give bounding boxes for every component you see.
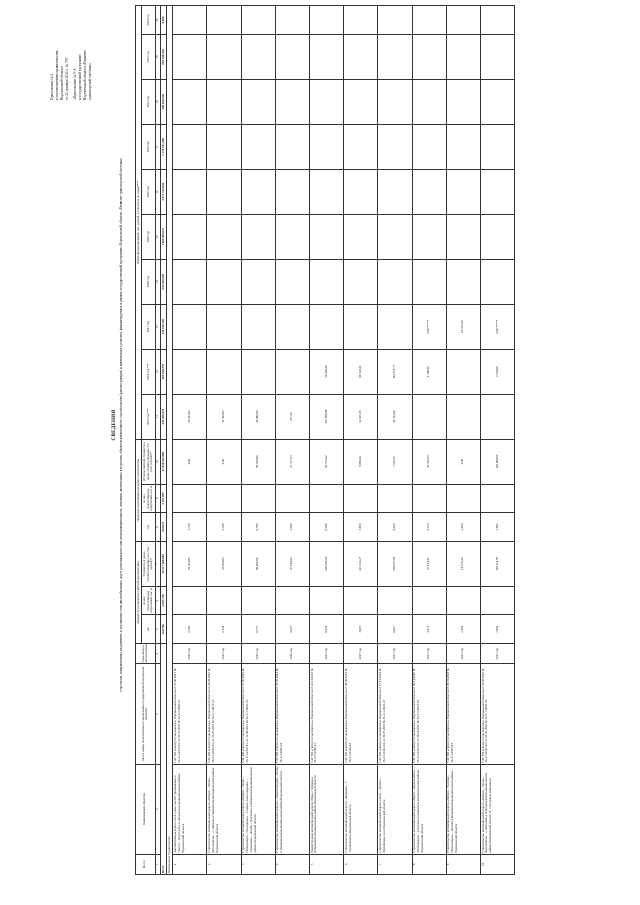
row-num: 1 [173, 854, 207, 874]
row-2020 [480, 169, 514, 214]
row-2019 [275, 214, 309, 259]
table-row [446, 6, 480, 875]
row-bridges [310, 586, 344, 615]
row-deadline: 2015 год [173, 644, 207, 664]
total-2015: 633 928,370 [161, 394, 167, 439]
row-num: 5 [310, 854, 344, 874]
row-num: 7 [378, 854, 412, 874]
row-bridges [480, 586, 514, 615]
row-2017 [173, 304, 207, 349]
row-2021 [275, 124, 309, 169]
row-remaining-bridges [275, 484, 309, 513]
total-bridges: 2 687,728 [161, 586, 167, 615]
row-2024 [173, 6, 207, 35]
column-number: 16 [155, 169, 160, 214]
row-deadline: 2017 год [480, 644, 514, 664]
row-cost: 129 522,95 [480, 541, 514, 586]
row-2022 [480, 79, 514, 124]
row-num: 2 [207, 854, 241, 874]
row-2015: 32 434,95 [207, 394, 241, 439]
header-year: 2018 год [142, 259, 156, 304]
row-2021 [310, 124, 344, 169]
row-2018 [241, 259, 275, 304]
row-2023 [241, 34, 275, 79]
row-bridges [446, 586, 480, 615]
row-km: 9,777 [241, 615, 275, 644]
row-remaining-cost: 47 377,53 [275, 439, 309, 484]
row-2018 [207, 259, 241, 304]
column-number: 8 [155, 513, 160, 542]
row-remaining-km: 2,180 [446, 513, 480, 542]
row-2015: 237,30 [275, 394, 309, 439]
row-cost: 138 667,68 [378, 541, 412, 586]
row-deadline: 2015 год [241, 644, 275, 664]
column-number: 7 [155, 541, 160, 586]
row-name: Строительство автомобильной дороги «Бобров – Лиски – Новохоперск – Ольховатка» – Семено-Александровка – Алексеевка – Лосево – Павловск» в Бобровском муниципальном районе Воронежской области [241, 764, 275, 854]
document-title: СВЕДЕНИЯ [112, 409, 117, 441]
row-remaining-km: 3,273 [412, 513, 446, 542]
row-2016 [173, 349, 207, 394]
row-num: 6 [344, 854, 378, 874]
row-2023 [207, 34, 241, 79]
row-2021 [480, 124, 514, 169]
column-number: 17 [155, 124, 160, 169]
row-expertise: ГАУ ВО «Центр госэкспертизы» Воронежской области от 17.11.2014 № 36-1-5-0162-14; от 29.07.2015 № 36-1-5-0021-15 [378, 664, 412, 764]
row-2021 [207, 124, 241, 169]
row-2018 [275, 259, 309, 304]
row-2017: 14 475,40 [446, 304, 480, 349]
row-remaining-bridges [207, 484, 241, 513]
row-2015 [480, 394, 514, 439]
header-remaining-cost: Остаток сметной стоимости в ценах соответствующих лет (тыс. рублей)** [142, 439, 156, 484]
row-name: Реконструкция автомобильной дороги Обход г. Боброва в Бобровском муниципальном районе Воронежской области [310, 764, 344, 854]
column-number: 3 [155, 664, 160, 764]
row-km: 8,617 [378, 615, 412, 644]
row-remaining-cost: 0,00 [446, 439, 480, 484]
row-remaining-km: 9,280 [310, 513, 344, 542]
row-bridges [207, 586, 241, 615]
appendix-line: «Приложение № 5-А [73, 68, 78, 100]
header-year: 2017 год [142, 304, 156, 349]
total-2020: 2 071 142,046 [161, 169, 167, 214]
row-remaining-bridges [173, 484, 207, 513]
header-bridges: из них искусственных сооружений, пог. м [141, 588, 154, 614]
row-cost: 125 512,27 [344, 541, 378, 586]
row-name: Строительство автомобильной дороги «Бобров – Лиски» – Краснополье – с. Киселево в Подгоренском муниципальном районе Воронежской области (1, 2 пусковые комплексы) [480, 764, 514, 854]
total-2016: 495 028,370 [161, 349, 167, 394]
appendix-line: от 22 декабря 2021 г. № 759 [64, 57, 69, 100]
row-expertise: ГАУ ВО «Центр госэкспертизы» Воронежской области от 29.01.2014 № 36-1-5-0003-14 [446, 664, 480, 764]
row-2021 [173, 124, 207, 169]
row-2017 [241, 304, 275, 349]
appendix-line: к постановлению правительства [54, 50, 59, 100]
header-num: № п/п [136, 854, 156, 874]
row-2016 [207, 349, 241, 394]
total-2021: 1 179 231,600 [161, 124, 167, 169]
row-2016: 2 534,00 [480, 349, 514, 394]
row-name: Строительство автомобильной дороги «Курск – Борисоглебск» – Хлебородное – Строгань в Панинском муниципальном районе Воронежской области [412, 764, 446, 854]
total-2024: 0,000 [161, 6, 167, 35]
appendix-note [50, 5, 93, 100]
header-year: 2021 год [142, 124, 156, 169]
table-row [344, 6, 378, 875]
row-2023 [275, 34, 309, 79]
column-number: 13 [155, 304, 160, 349]
row-2022 [241, 79, 275, 124]
row-expertise: ГАУ ВО «Центр госэкспертизы» Воронежской области от 22.11.2013 № 36-1-5-0180-13 [310, 664, 344, 764]
row-2021 [241, 124, 275, 169]
row-remaining-cost: 65 766,33 [412, 439, 446, 484]
column-number: 12 [155, 349, 160, 394]
header-name: Наименование объектов [136, 764, 156, 854]
row-name: Строительство автомобильной дороги «Анна – Эртиль» – Михайловка 1-я в Воронежской области [378, 764, 412, 854]
column-number: 11 [155, 394, 160, 439]
header-capacity: Мощность по проектно-сметной документации [136, 541, 142, 643]
appendix-line: Приложение № 2 [50, 73, 54, 100]
total-2023: 892 640,240 [161, 34, 167, 79]
document-heading [112, 105, 124, 745]
column-number: 2 [155, 764, 160, 854]
row-2018 [412, 259, 446, 304]
row-remaining-cost: 0,00 [207, 439, 241, 484]
row-2015 [412, 394, 446, 439]
row-2017 [275, 304, 309, 349]
objects-table [135, 5, 515, 875]
row-remaining-km: 9,780 [241, 513, 275, 542]
row-expertise: ГАУ ВО «Центр госэкспертизы» Воронежской области от 10.11.2016 № 36-1-5-0123-16; от 08.11.2016 № 36-1-5-0023-16 [412, 664, 446, 764]
row-2024 [446, 6, 480, 35]
row-km: 2,181 [446, 615, 480, 644]
table-row [207, 6, 241, 875]
row-remaining-km: 2,530 [207, 513, 241, 542]
row-2017 [378, 304, 412, 349]
row-bridges [241, 586, 275, 615]
row-km: 2,534 [207, 615, 241, 644]
row-remaining-cost: 8 886,61 [344, 439, 378, 484]
row-2024 [344, 6, 378, 35]
column-number: 14 [155, 259, 160, 304]
table-row [275, 6, 309, 875]
row-km: 3,955 [344, 615, 378, 644]
row-2019 [173, 214, 207, 259]
row-deadline: 2015 год [207, 644, 241, 664]
row-2023 [378, 34, 412, 79]
row-2015: 32 105,35 [344, 394, 378, 439]
table-row [412, 6, 446, 875]
row-remaining-km: 7,842 [480, 513, 514, 542]
row-2024 [275, 6, 309, 35]
appendix-line: Воронежской области [59, 66, 64, 100]
row-expertise: ГАУ ВО «Центр госэкспертизы» Воронежской области от 25.02.2014 № 36-1-5-0010-14 [275, 664, 309, 764]
row-2018 [446, 259, 480, 304]
header-funding: Объем финансирования, тыс. рублей, в том числе по годам**** [136, 6, 142, 440]
total-km: 366,796 [161, 615, 167, 644]
row-2017 [207, 304, 241, 349]
row-remaining-bridges [378, 484, 412, 513]
column-number: 19 [155, 34, 160, 79]
row-2022 [310, 79, 344, 124]
row-2023 [412, 34, 446, 79]
row-2015: 207 089,88 [310, 394, 344, 439]
column-number: 9 [155, 484, 160, 513]
column-number: 20 [155, 6, 160, 35]
row-remaining-bridges [480, 484, 514, 513]
header-year: 2023 год [142, 34, 156, 79]
row-2016 [275, 349, 309, 394]
row-2018 [480, 259, 514, 304]
total-label: Всего [161, 644, 167, 875]
row-2019 [412, 214, 446, 259]
row-cost: 32 434,95 [207, 541, 241, 586]
row-remaining-km: 2,730 [173, 513, 207, 542]
column-number: 1 [155, 854, 160, 874]
row-expertise: ГАУ ВО «Центр госэкспертизы» Воронежской области от 24.04.2015 № 36-1-5-0051-15; от 23.07.2015 № 36-1-5-0073-15 [207, 664, 241, 764]
row-2020 [378, 169, 412, 214]
header-remaining-bridges: из них искусственных сооружений, пог. м [141, 485, 154, 511]
row-remaining-bridges [310, 484, 344, 513]
row-2019 [241, 214, 275, 259]
total-cost: 56 517 669,984 [161, 541, 167, 586]
row-2016: 116 871,77 [378, 349, 412, 394]
row-2022 [378, 79, 412, 124]
row-2017: 0,00 ***** [412, 304, 446, 349]
column-number: 18 [155, 79, 160, 124]
table-row [480, 6, 514, 875]
row-km: 7,842 [480, 615, 514, 644]
total-2019: 1 965 806,021 [161, 214, 167, 259]
row-deadline: 2017 год [378, 644, 412, 664]
total-remaining-cost: 47 028 261,808 [161, 439, 167, 484]
row-2015: 14 763,66 [378, 394, 412, 439]
row-remaining-bridges [446, 484, 480, 513]
row-2020 [412, 169, 446, 214]
row-deadline: 2017 год [310, 644, 344, 664]
row-remaining-bridges [241, 484, 275, 513]
row-2022 [173, 79, 207, 124]
row-name: Строительство автомобильной дороги г. Жердевка – с. Луговатовка в Воронежской области [344, 764, 378, 854]
row-2024 [241, 6, 275, 35]
row-name: Автомобильная дорога «М-4 «Дон» км 583 (примыкание к трассе) – Полосатое» в Лискинском муниципальном районе Воронежской области [173, 764, 207, 854]
row-2018 [344, 259, 378, 304]
row-2022 [446, 79, 480, 124]
row-2016 [241, 349, 275, 394]
appendix-line: к государственной программе [78, 54, 83, 100]
row-2017: 0,00 ***** [480, 304, 514, 349]
header-cost: Стоимость в ценах соответствующих лет (тыс. рублей)* [142, 541, 156, 586]
row-deadline: 2016 год [275, 644, 309, 664]
row-2016: 1 388,10 [412, 349, 446, 394]
row-2019 [378, 214, 412, 259]
header-year: 2016 год *** [142, 349, 156, 394]
row-2022 [344, 79, 378, 124]
row-2019 [480, 214, 514, 259]
row-cost: 89 906,86 [241, 541, 275, 586]
table-row [241, 6, 275, 875]
row-2019 [310, 214, 344, 259]
appendix-line: транспортной системы» [87, 63, 92, 100]
row-remaining-bridges [412, 484, 446, 513]
row-2020 [241, 169, 275, 214]
row-2023 [173, 34, 207, 79]
row-2021 [378, 124, 412, 169]
row-2024 [412, 6, 446, 35]
row-2017 [344, 304, 378, 349]
row-remaining-cost: 126 998,95 [480, 439, 514, 484]
row-2018 [173, 259, 207, 304]
row-deadline: 2017 год [446, 644, 480, 664]
total-2018: 552 209,303 [161, 259, 167, 304]
row-cost: 67 154,43 [412, 541, 446, 586]
row-remaining-km: 2,610 [275, 513, 309, 542]
row-2016: 84 520,21 [344, 349, 378, 394]
row-km: 3,273 [412, 615, 446, 644]
header-year: 2019 год [142, 214, 156, 259]
row-bridges [378, 586, 412, 615]
row-km: 2,703 [173, 615, 207, 644]
row-2022 [207, 79, 241, 124]
row-2021 [446, 124, 480, 169]
column-number: 4 [155, 644, 160, 664]
row-km: 9,279 [310, 615, 344, 644]
row-num: 4 [275, 854, 309, 874]
column-number: 15 [155, 214, 160, 259]
row-2016: 34 018,28 [310, 349, 344, 394]
row-2015: 19 886,06 [241, 394, 275, 439]
row-2023 [310, 34, 344, 79]
row-2020 [173, 169, 207, 214]
row-num: 8 [412, 854, 446, 874]
row-2024 [378, 6, 412, 35]
row-2015: 20 503,82 [173, 394, 207, 439]
row-num: 9 [446, 854, 480, 874]
header-km: км [142, 615, 156, 644]
section-label: Капитальное строительство [167, 6, 173, 875]
row-num: 3 [241, 854, 275, 874]
total-remaining-km: 322,674 [161, 513, 167, 542]
row-cost: 47 614,83 [275, 541, 309, 586]
row-2015 [446, 394, 480, 439]
row-2019 [207, 214, 241, 259]
row-bridges [173, 586, 207, 615]
row-km: 2,637 [275, 615, 309, 644]
row-2020 [207, 169, 241, 214]
row-bridges [275, 586, 309, 615]
row-2023 [480, 34, 514, 79]
row-remaining-cost: 80 014,80 [241, 439, 275, 484]
row-2016 [446, 349, 480, 394]
header-deadline: Срок ввода в эксплуатацию [136, 644, 156, 664]
row-name: Строительство автомобильной дороги с. Новохоперский – Пески в Поворинском муниципальном районе Воронежской области [275, 764, 309, 854]
header-year: 2024 год [142, 6, 156, 35]
header-remaining: Подлежит выполнению до конца строительства [136, 439, 142, 541]
row-deadline: 2017 год [412, 644, 446, 664]
row-2020 [275, 169, 309, 214]
row-name: Строительство автомобильной дороги «Бобров – Лиски» – Краснополье – с. Ливенка в Павловском муниципальном районе Воронежской области [207, 764, 241, 854]
row-2020 [446, 169, 480, 214]
row-2018 [378, 259, 412, 304]
row-bridges [412, 586, 446, 615]
row-cost: 20 503,82 [173, 541, 207, 586]
row-2024 [310, 6, 344, 35]
row-2023 [446, 34, 480, 79]
table-row [310, 6, 344, 875]
row-remaining-cost: 7 032,25 [378, 439, 412, 484]
column-number: 6 [155, 586, 160, 615]
column-number: 5 [155, 615, 160, 644]
row-remaining-km: 3,950 [344, 513, 378, 542]
row-expertise: ГАУ ВО «Центр госэкспертизы» Воронежской области от 24.08.2016 № 36-1-5-0121-16; от 05.10.2016 № 36-1-5-0020-16 [480, 664, 514, 764]
row-remaining-bridges [344, 484, 378, 513]
total-remaining-bridges: 2 297,097 [161, 484, 167, 513]
row-2024 [480, 6, 514, 35]
header-remaining-km: км [142, 513, 156, 542]
row-2018 [310, 259, 344, 304]
total-2022: 388 846,549 [161, 79, 167, 124]
row-name: Строительство автомобильной дороги «Бобров – Таловая – Новохоперск» – Ясенки в Бобровском муниципальном районе Воронежской области [446, 764, 480, 854]
column-number: 10 [155, 439, 160, 484]
header-expertise: Дата и номер положительного заключения государственной экспертизы проектов [136, 664, 156, 764]
row-2019 [344, 214, 378, 259]
row-2017 [310, 304, 344, 349]
table-row [173, 6, 207, 875]
row-2021 [412, 124, 446, 169]
row-2024 [207, 6, 241, 35]
row-remaining-km: 8,620 [378, 513, 412, 542]
row-expertise: ГАУ ВО «Центр госэкспертизы» Воронежской области от 15.06.2015 № 36-1-5-0074-15; от 02.07.2015 № 36-1-5-0083-15 [173, 664, 207, 764]
row-2021 [344, 124, 378, 169]
row-cost: 14 475,40 [446, 541, 480, 586]
row-expertise: ГАУ ВО «Центр госэкспертизы» Воронежской области от 17.06.2015 № 36-1-5-0154-15; от 12.08.2015 № 36-1-5-0022-15 [241, 664, 275, 764]
row-2020 [310, 169, 344, 214]
row-2022 [412, 79, 446, 124]
header-year: 2020 год [142, 169, 156, 214]
row-expertise: ГАУ ВО «Центр госэкспертизы» Воронежской области от 08.09.2014 № 36-1-5-0156-14 [344, 664, 378, 764]
row-remaining-cost: 95 571,02 [310, 439, 344, 484]
table-row [378, 6, 412, 875]
appendix-line: Воронежской области «Развитие [83, 50, 88, 100]
row-2019 [446, 214, 480, 259]
row-remaining-cost: 0,00 [173, 439, 207, 484]
row-2023 [344, 34, 378, 79]
header-year: 2022 год [142, 79, 156, 124]
row-2022 [275, 79, 309, 124]
row-2020 [344, 169, 378, 214]
total-2017: 528 230,106 [161, 304, 167, 349]
header-year: 2015 год *** [142, 394, 156, 439]
document-subtitle: о проектах, направленных на развитие и улучшение сети автомобильных дорог регионального или межмуниципального значения, включенных в перечень объектов капитального строительства (реконструкции) и капитального ремонта, финансируемых в рамках государственной программы Воронежской области «Развитие транспортной системы» [119, 157, 123, 693]
row-bridges [344, 586, 378, 615]
row-cost: 269 695,18 [310, 541, 344, 586]
row-deadline: 2017 год [344, 644, 378, 664]
row-num: 10 [480, 854, 514, 874]
